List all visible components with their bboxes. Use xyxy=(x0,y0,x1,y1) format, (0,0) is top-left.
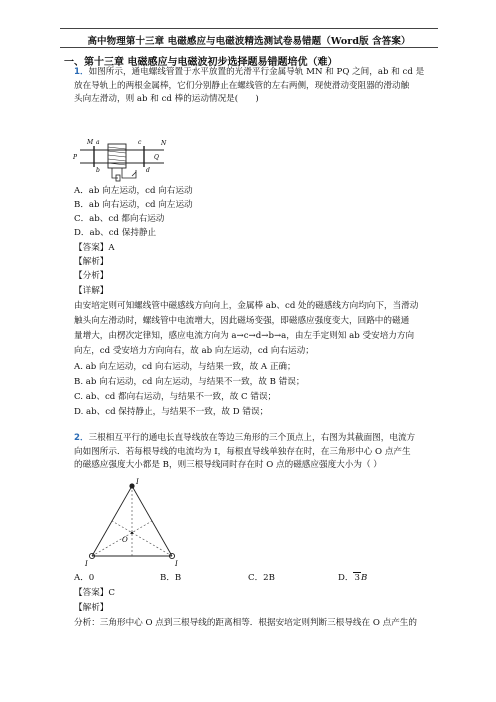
label-q: Q xyxy=(154,154,159,161)
label-top-i: I xyxy=(136,478,139,486)
question-2-stem-line-2: 向如图所示．若每根导线的电流均为 I，每根直导线单独存在时，在三角形中心 O 点产生 xyxy=(74,446,411,457)
center-point xyxy=(131,532,133,534)
question-1-detail-line-4: 向左，cd 受安培力方向向右，故 ab 向左运动，cd 向右运动； xyxy=(74,346,314,356)
label-left-i: I xyxy=(85,560,88,568)
question-1-stem-line-1: 如图所示，通电螺线管置于水平放置的光滑平行金属导轨 MN 和 PQ 之间，ab 和 cd 是 xyxy=(88,67,425,77)
question-1-option-c: C．ab、cd 都向右运动 xyxy=(74,214,165,224)
question-2-answer: 【答案】C xyxy=(74,588,115,598)
question-1-check-c: C. ab、cd 都向右运动，与结果不一致，故 C 错误； xyxy=(74,392,277,402)
question-1-check-d: D. ab、cd 保持静止，与结果不一致，故 D 错误； xyxy=(74,407,269,417)
question-1-stem-line-2: 放在导轨上的两根金属棒，它们分别静止在螺线管的左右两侧，现使滑动变阻器的滑动触 xyxy=(74,80,410,91)
document-title: 高中物理第十三章 电磁感应与电磁波精选测试卷易错题（Word版 含答案） xyxy=(87,36,411,47)
label-p: P xyxy=(73,154,78,161)
question-2-stem xyxy=(74,432,436,473)
question-1-detail-line-3: 量增大，由楞次定律知，感应电流方向为 a→c→d→b→a，由左手定则知 ab 受安培力方向 xyxy=(74,331,415,341)
question-2-option-d: D．3B xyxy=(338,573,368,583)
label-m: M xyxy=(87,139,94,146)
question-2-triangle-figure xyxy=(82,476,182,568)
question-2-stem-line-1: 三根相互平行的通电长直导线放在等边三角形的三个顶点上，右图为其截面图，电流方 xyxy=(88,433,416,443)
label-a: a xyxy=(96,139,100,146)
label-right-i: I xyxy=(175,560,178,568)
question-2-option-c: C．2B xyxy=(248,573,275,583)
question-1-circuit-figure xyxy=(72,132,168,184)
label-b: b xyxy=(96,167,100,174)
median-right xyxy=(112,521,172,556)
question-1-fenxi: 【分析】 xyxy=(74,271,109,281)
label-c: c xyxy=(138,139,142,146)
question-2-option-a: A．0 xyxy=(74,573,95,583)
question-1-option-d: D．ab、cd 保持静止 xyxy=(74,228,157,238)
question-1-option-b: B．ab 向右运动，cd 向左运动 xyxy=(74,200,193,210)
question-1-detail-line-1: 由安培定则可知螺线管中磁感线方向向上，金属棒 ab、cd 处的磁感线方向均向下，当滑动 xyxy=(74,301,419,311)
label-center-o: O xyxy=(122,536,128,544)
question-2-jiexi: 【解析】 xyxy=(74,603,109,613)
question-1-check-b: B. ab 向右运动，cd 向左运动，与结果不一致，故 B 错误； xyxy=(74,377,305,387)
question-1-detail-line-2: 触头向左滑动时，螺线管中电流增大，因此磁场变强，即磁感应强度变大，回路中的磁通 xyxy=(74,316,410,326)
question-1-option-a: A．ab 向左运动，cd 向右运动 xyxy=(74,186,193,196)
question-1-check-a: A. ab 向左运动，cd 向右运动，与结果一致，故 A 正确； xyxy=(74,362,296,372)
question-1-jiexi: 【解析】 xyxy=(74,257,109,267)
label-n: N xyxy=(161,140,167,147)
question-2-stem-line-3: 的磁感应强度大小都是 B，则三根导线同时存在时 O 点的磁感应强度大小为（ ） xyxy=(74,460,382,471)
question-2-analysis: 分析：三角形中心 O 点到三根导线的距离相等．根据安培定则判断三根导线在 O 点产生的 xyxy=(74,618,417,628)
header-rule-bottom xyxy=(60,47,438,48)
solenoid-leads xyxy=(112,168,136,178)
question-1-stem-line-3: 头向左滑动，则 ab 和 cd 棒的运动情况是( ) xyxy=(74,94,259,105)
question-1-answer: 【答案】A xyxy=(74,243,115,253)
question-1-number: 1． xyxy=(74,67,89,77)
question-2-number: 2． xyxy=(74,433,89,443)
question-1-xiangjie: 【详解】 xyxy=(74,286,109,296)
sqrt-radicand: 3 xyxy=(354,573,360,583)
battery-symbol xyxy=(132,172,136,176)
wire-top xyxy=(129,483,134,488)
question-1-stem xyxy=(74,66,436,107)
section-heading: 一、第十三章 电磁感应与电磁波初步选择题易错题培优（难） xyxy=(64,57,338,68)
header-rule-top xyxy=(60,28,438,29)
label-d: d xyxy=(146,167,150,174)
question-2-option-b: B．B xyxy=(160,573,182,583)
